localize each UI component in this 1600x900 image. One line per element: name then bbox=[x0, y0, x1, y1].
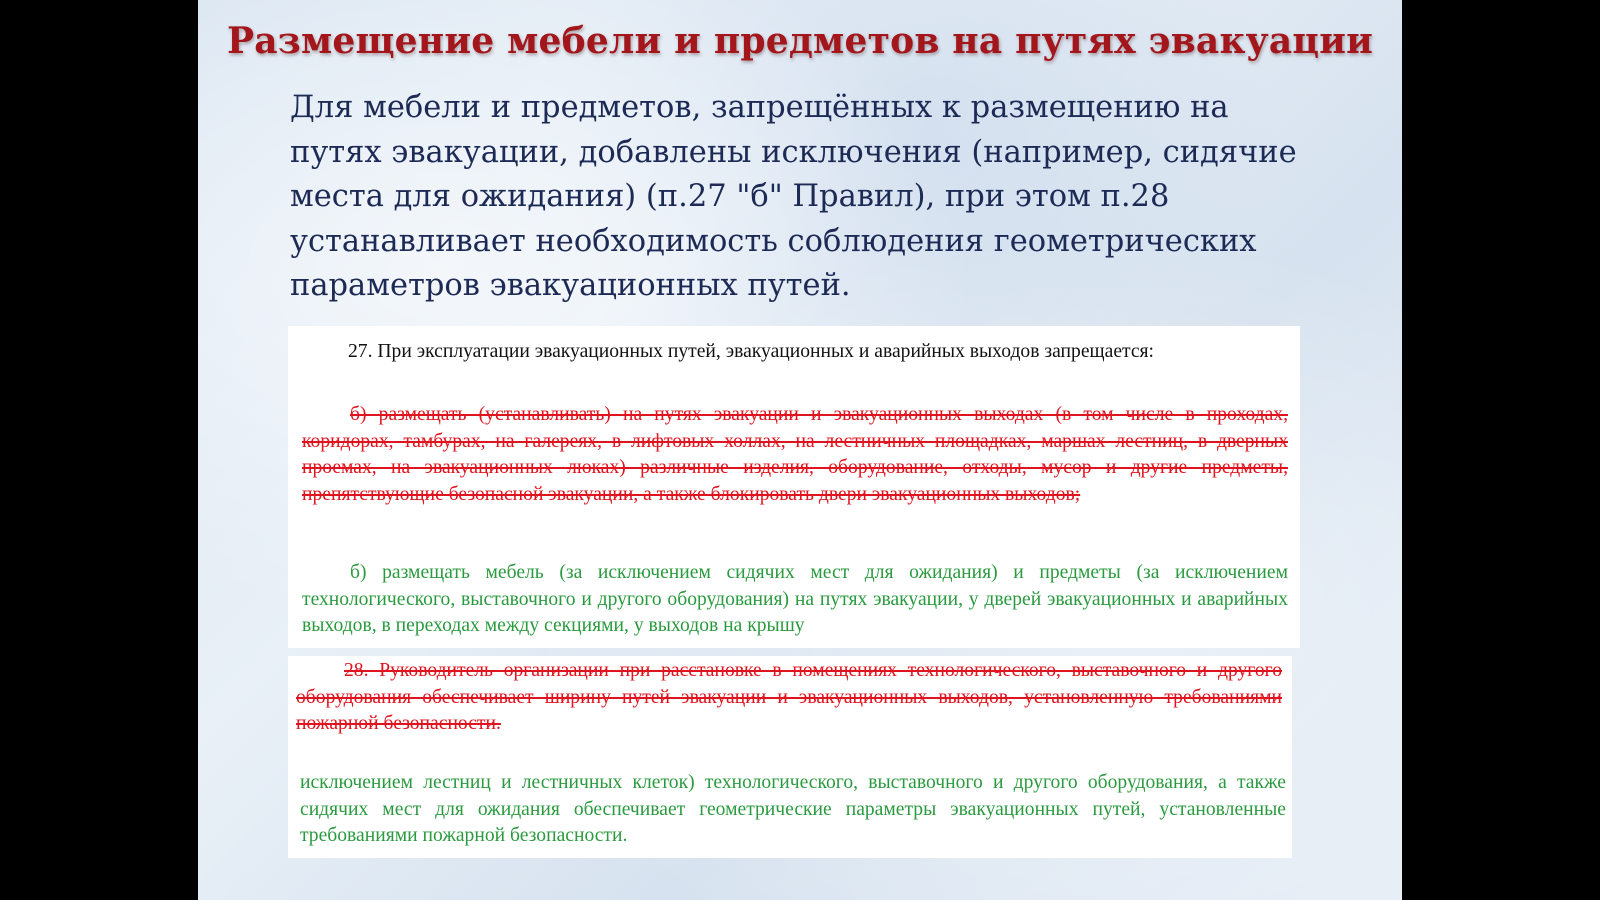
clause-27b-new: б) размещать мебель (за исключением сидячих мест для ожидания) и предметы (за исключением технологического, выставочного и другого оборудования) на путях эвакуации, у дверей эвакуационных и аварийных выходов, в переходах между секциями, у выходов на крышу bbox=[302, 562, 1288, 637]
clause-27b-deleted: б) размещать (устанавливать) на путях эвакуации и эвакуационных выходах (в том числе в проходах, коридорах, тамбурах, на галереях, в лифтовых холлах, на лестничных площадках, маршах лестниц, в дверных проемах, на эвакуационных люках) различные изделия, оборудование, отходы, мусор и другие предметы, препятствующие безопасной эвакуации, а также блокировать двери эвакуационных выходов; bbox=[302, 404, 1288, 505]
clause-27b-new-wrapper bbox=[302, 560, 1288, 640]
clause-28-new-end: исключением лестниц и лестничных клеток) технологического, выставочного и другого оборудования, а также сидячих мест для ожидания обеспечивает геометрические параметры эвакуационных путей, установленные требованиями пожарной безопасности. bbox=[300, 772, 1286, 847]
document-excerpt-clause-27 bbox=[288, 326, 1300, 648]
clause-28-deleted: 28. Руководитель организации при расстановке в помещениях технологического, выставочного и другого оборудования обеспечивает ширину путей эвакуации и эвакуационных выходов, установленную требованиями пожарной безопасности. bbox=[296, 660, 1282, 735]
slide-title: Размещение мебели и предметов на путях эвакуации bbox=[226, 20, 1374, 62]
document-excerpt-clause-28 bbox=[288, 656, 1292, 858]
clause-27-intro: 27. При эксплуатации эвакуационных путей, эвакуационных и аварийных выходов запрещается: bbox=[348, 341, 1154, 362]
slide-intro-text: Для мебели и предметов, запрещённых к размещению на путях эвакуации, добавлены исключения (например, сидячие места для ожидания) (п.27 "б" Правил), при этом п.28 устанавливает необходимость соблюдения геометрических параметров эвакуационных путей. bbox=[290, 90, 1297, 303]
slide bbox=[198, 0, 1402, 900]
